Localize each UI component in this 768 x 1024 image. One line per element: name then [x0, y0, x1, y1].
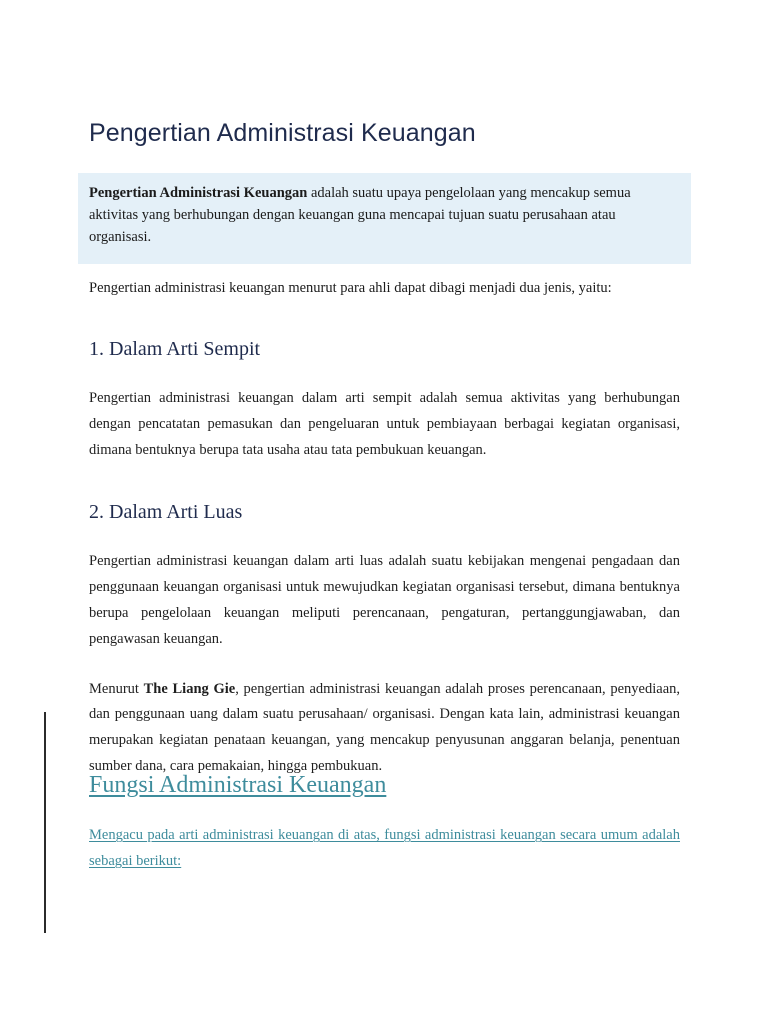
section-heading-2: 2. Dalam Arti Luas: [89, 501, 243, 524]
definition-callout: [78, 173, 691, 264]
callout-rest-text: adalah suatu upaya pengelolaan yang mencakup semua aktivitas yang berhubungan dengan keuangan guna mencapai tujuan suatu perusahaan atau organisasi.: [89, 185, 631, 246]
fungsi-paragraph-link[interactable]: Mengacu pada arti administrasi keuangan di atas, fungsi administrasi keuangan secara umum adalah sebagai berikut:: [89, 827, 680, 869]
expert-quote-rest: , pengertian administrasi keuangan adalah proses perencanaan, penyediaan, dan penggunaan uang dalam suatu perusahaan/ organisasi. Dengan kata lain, administrasi keuangan merupakan kegiatan penataan keuangan, yang mencakup penyusunan anggaran belanja, penentuan sumber dana, cara pemakaian, hingga pembukuan.: [89, 680, 681, 775]
section-heading-1: 1. Dalam Arti Sempit: [89, 338, 261, 361]
callout-lead-term: Pengertian Administrasi Keuangan: [89, 185, 308, 202]
document-content: [89, 118, 680, 780]
fungsi-heading-link[interactable]: Fungsi Administrasi Keuangan: [89, 772, 387, 798]
section-paragraph-1: Pengertian administrasi keuangan dalam arti sempit adalah semua aktivitas yang berhubungan dengan pencatatan pemasukan dan pengeluaran untuk pembiayaan berbagai kegiatan organisasi, dimana bentuknya berupa tata usaha atau tata pembukuan keuangan.: [89, 390, 680, 458]
expert-quote-paragraph: [89, 677, 680, 780]
fungsi-section: [89, 770, 680, 875]
intro-line: Pengertian administrasi keuangan menurut para ahli dapat dibagi menjadi dua jenis, yaitu:: [89, 280, 612, 297]
page-title: Pengertian Administrasi Keuangan: [89, 119, 476, 147]
section-paragraph-2: Pengertian administrasi keuangan dalam arti luas adalah suatu kebijakan mengenai pengadaan dan penggunaan keuangan organisasi untuk mewujudkan kegiatan organisasi tersebut, dimana bentuknya berupa pengelolaan keuangan meliputi perencanaan, pengaturan, pertanggungjawaban, dan pengawasan keuangan.: [89, 553, 680, 647]
expert-quote-prefix: Menurut: [89, 680, 144, 697]
callout-paragraph: [89, 182, 680, 248]
left-vertical-rule: [44, 712, 46, 933]
expert-name: The Liang Gie: [143, 680, 236, 697]
